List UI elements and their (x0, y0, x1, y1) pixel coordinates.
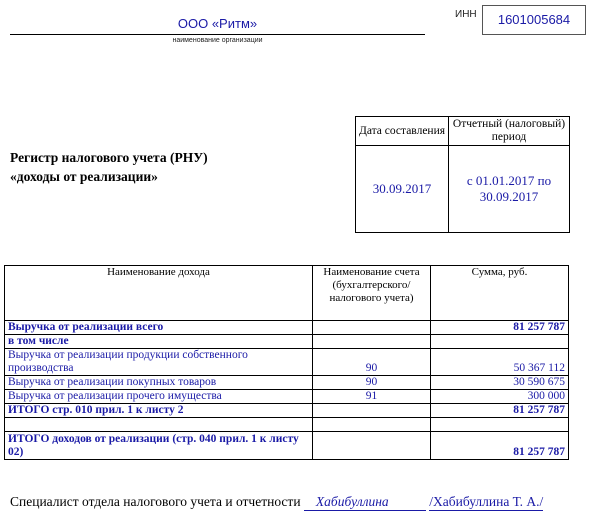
row-sum: 300 000 (431, 390, 569, 404)
row-sum: 81 257 787 (431, 321, 569, 335)
row-account (313, 404, 431, 418)
row-name (5, 418, 313, 432)
row-sum (431, 335, 569, 349)
table-row (5, 432, 569, 460)
table-row (5, 321, 569, 335)
register-title-line2: «доходы от реализации» (10, 169, 158, 184)
row-name: Выручка от реализации всего (5, 321, 313, 335)
signature-line (10, 494, 543, 511)
position-label: Специалист отдела налогового учета и отчетности (10, 494, 301, 509)
table-row (5, 349, 569, 376)
row-sum: 30 590 675 (431, 376, 569, 390)
row-sum: 81 257 787 (431, 432, 569, 460)
table-header-row (5, 266, 569, 321)
row-account (313, 335, 431, 349)
period-value: с 01.01.2017 по 30.09.2017 (449, 146, 570, 233)
signer-name: /Хабибуллина Т. А./ (429, 494, 544, 509)
register-title-line1: Регистр налогового учета (РНУ) (10, 150, 208, 165)
row-name: ИТОГО стр. 010 прил. 1 к листу 2 (5, 404, 313, 418)
row-sum (431, 418, 569, 432)
row-sum: 50 367 112 (431, 349, 569, 376)
row-account: 91 (313, 390, 431, 404)
signature: Хабибуллина (304, 494, 426, 511)
period-header: Отчетный (налоговый) период (449, 117, 570, 146)
table-row (5, 404, 569, 418)
row-account (313, 432, 431, 460)
register-title (10, 148, 208, 186)
row-account: 90 (313, 376, 431, 390)
row-account (313, 321, 431, 335)
table-row (5, 335, 569, 349)
dates-table (355, 116, 570, 233)
organization-name: ООО «Ритм» (10, 14, 425, 35)
header-account: Наименование счета (бухгалтерского/ налогового учета) (313, 266, 431, 321)
row-name: Выручка от реализации продукции собственного производства (5, 349, 313, 376)
row-account: 90 (313, 349, 431, 376)
header-sum: Сумма, руб. (431, 266, 569, 321)
header-income-name: Наименование дохода (5, 266, 313, 321)
table-row (5, 376, 569, 390)
income-table (4, 265, 569, 460)
table-row (5, 390, 569, 404)
table-row (5, 418, 569, 432)
date-header: Дата составления (356, 117, 449, 146)
date-value: 30.09.2017 (356, 146, 449, 233)
inn-label: ИНН (455, 9, 477, 20)
row-name: в том числе (5, 335, 313, 349)
row-sum: 81 257 787 (431, 404, 569, 418)
organization-caption: наименование организации (172, 37, 263, 44)
row-account (313, 418, 431, 432)
row-name: ИТОГО доходов от реализации (стр. 040 прил. 1 к листу 02) (5, 432, 313, 460)
row-name: Выручка от реализации покупных товаров (5, 376, 313, 390)
inn-value: 1601005684 (482, 5, 586, 35)
row-name: Выручка от реализации прочего имущества (5, 390, 313, 404)
